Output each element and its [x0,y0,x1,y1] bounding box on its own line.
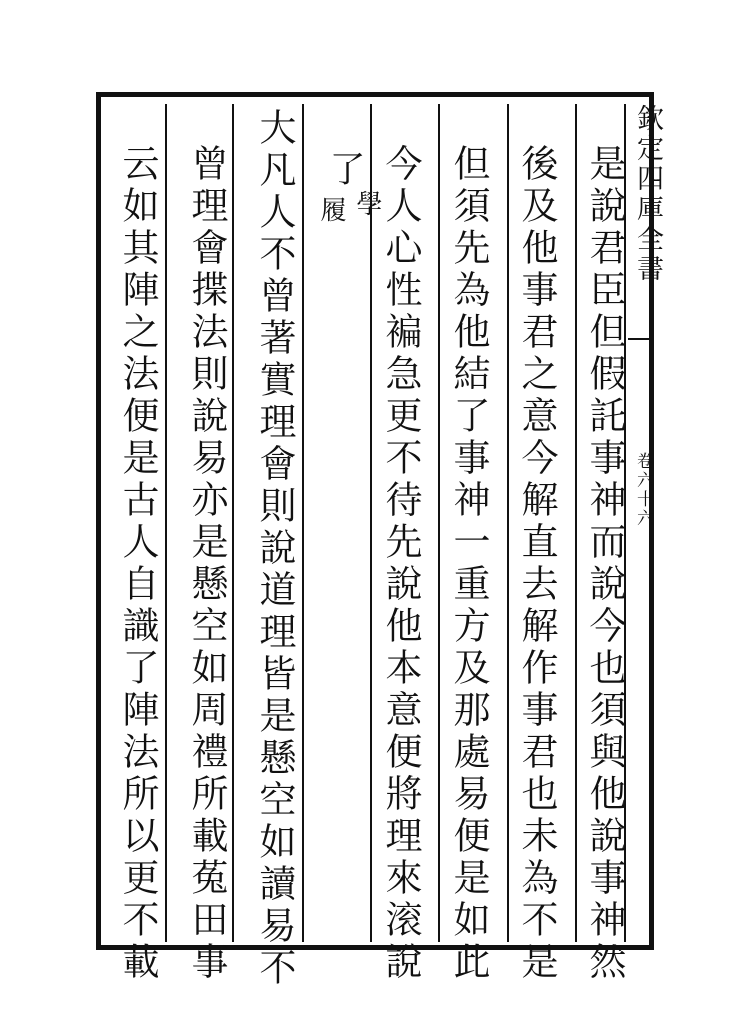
note-small-b: 履 [316,196,346,225]
column-rule [507,104,509,942]
column-rule [165,104,167,942]
text-column-4: 今人心性褊急更不待先說他本意便將理來滚說 [379,144,422,984]
header-divider [628,338,650,340]
text-column-2: 後及他事君之意今解直去解作事君也未為不是 [515,144,558,984]
page-frame [96,92,654,950]
book-title: 欽定四庫全書 [632,104,663,284]
column-rule [438,104,440,942]
column-rule [302,104,304,942]
text-column-3: 但須先為他結了事神一重方及那處易便是如此 [447,144,490,984]
text-column-6: 大凡人不曾著實理會則說道理皆是懸空如讀易不 [253,108,296,990]
text-column-1: 是說君臣但假託事神而說今也須與他說事神然 [583,144,626,984]
column-rule [232,104,234,942]
text-column-8: 云如其陣之法便是古人自識了陣法所以更不載 [116,144,159,984]
text-column-5: 了 [324,150,365,191]
column-rule [575,104,577,942]
note-small-a: 學 [352,190,382,219]
column-rule [370,104,372,942]
text-column-7: 曾理會揲法則說易亦是懸空如周禮所載菟田事 [185,144,228,984]
chapter-label: 卷六十六 [633,452,653,528]
